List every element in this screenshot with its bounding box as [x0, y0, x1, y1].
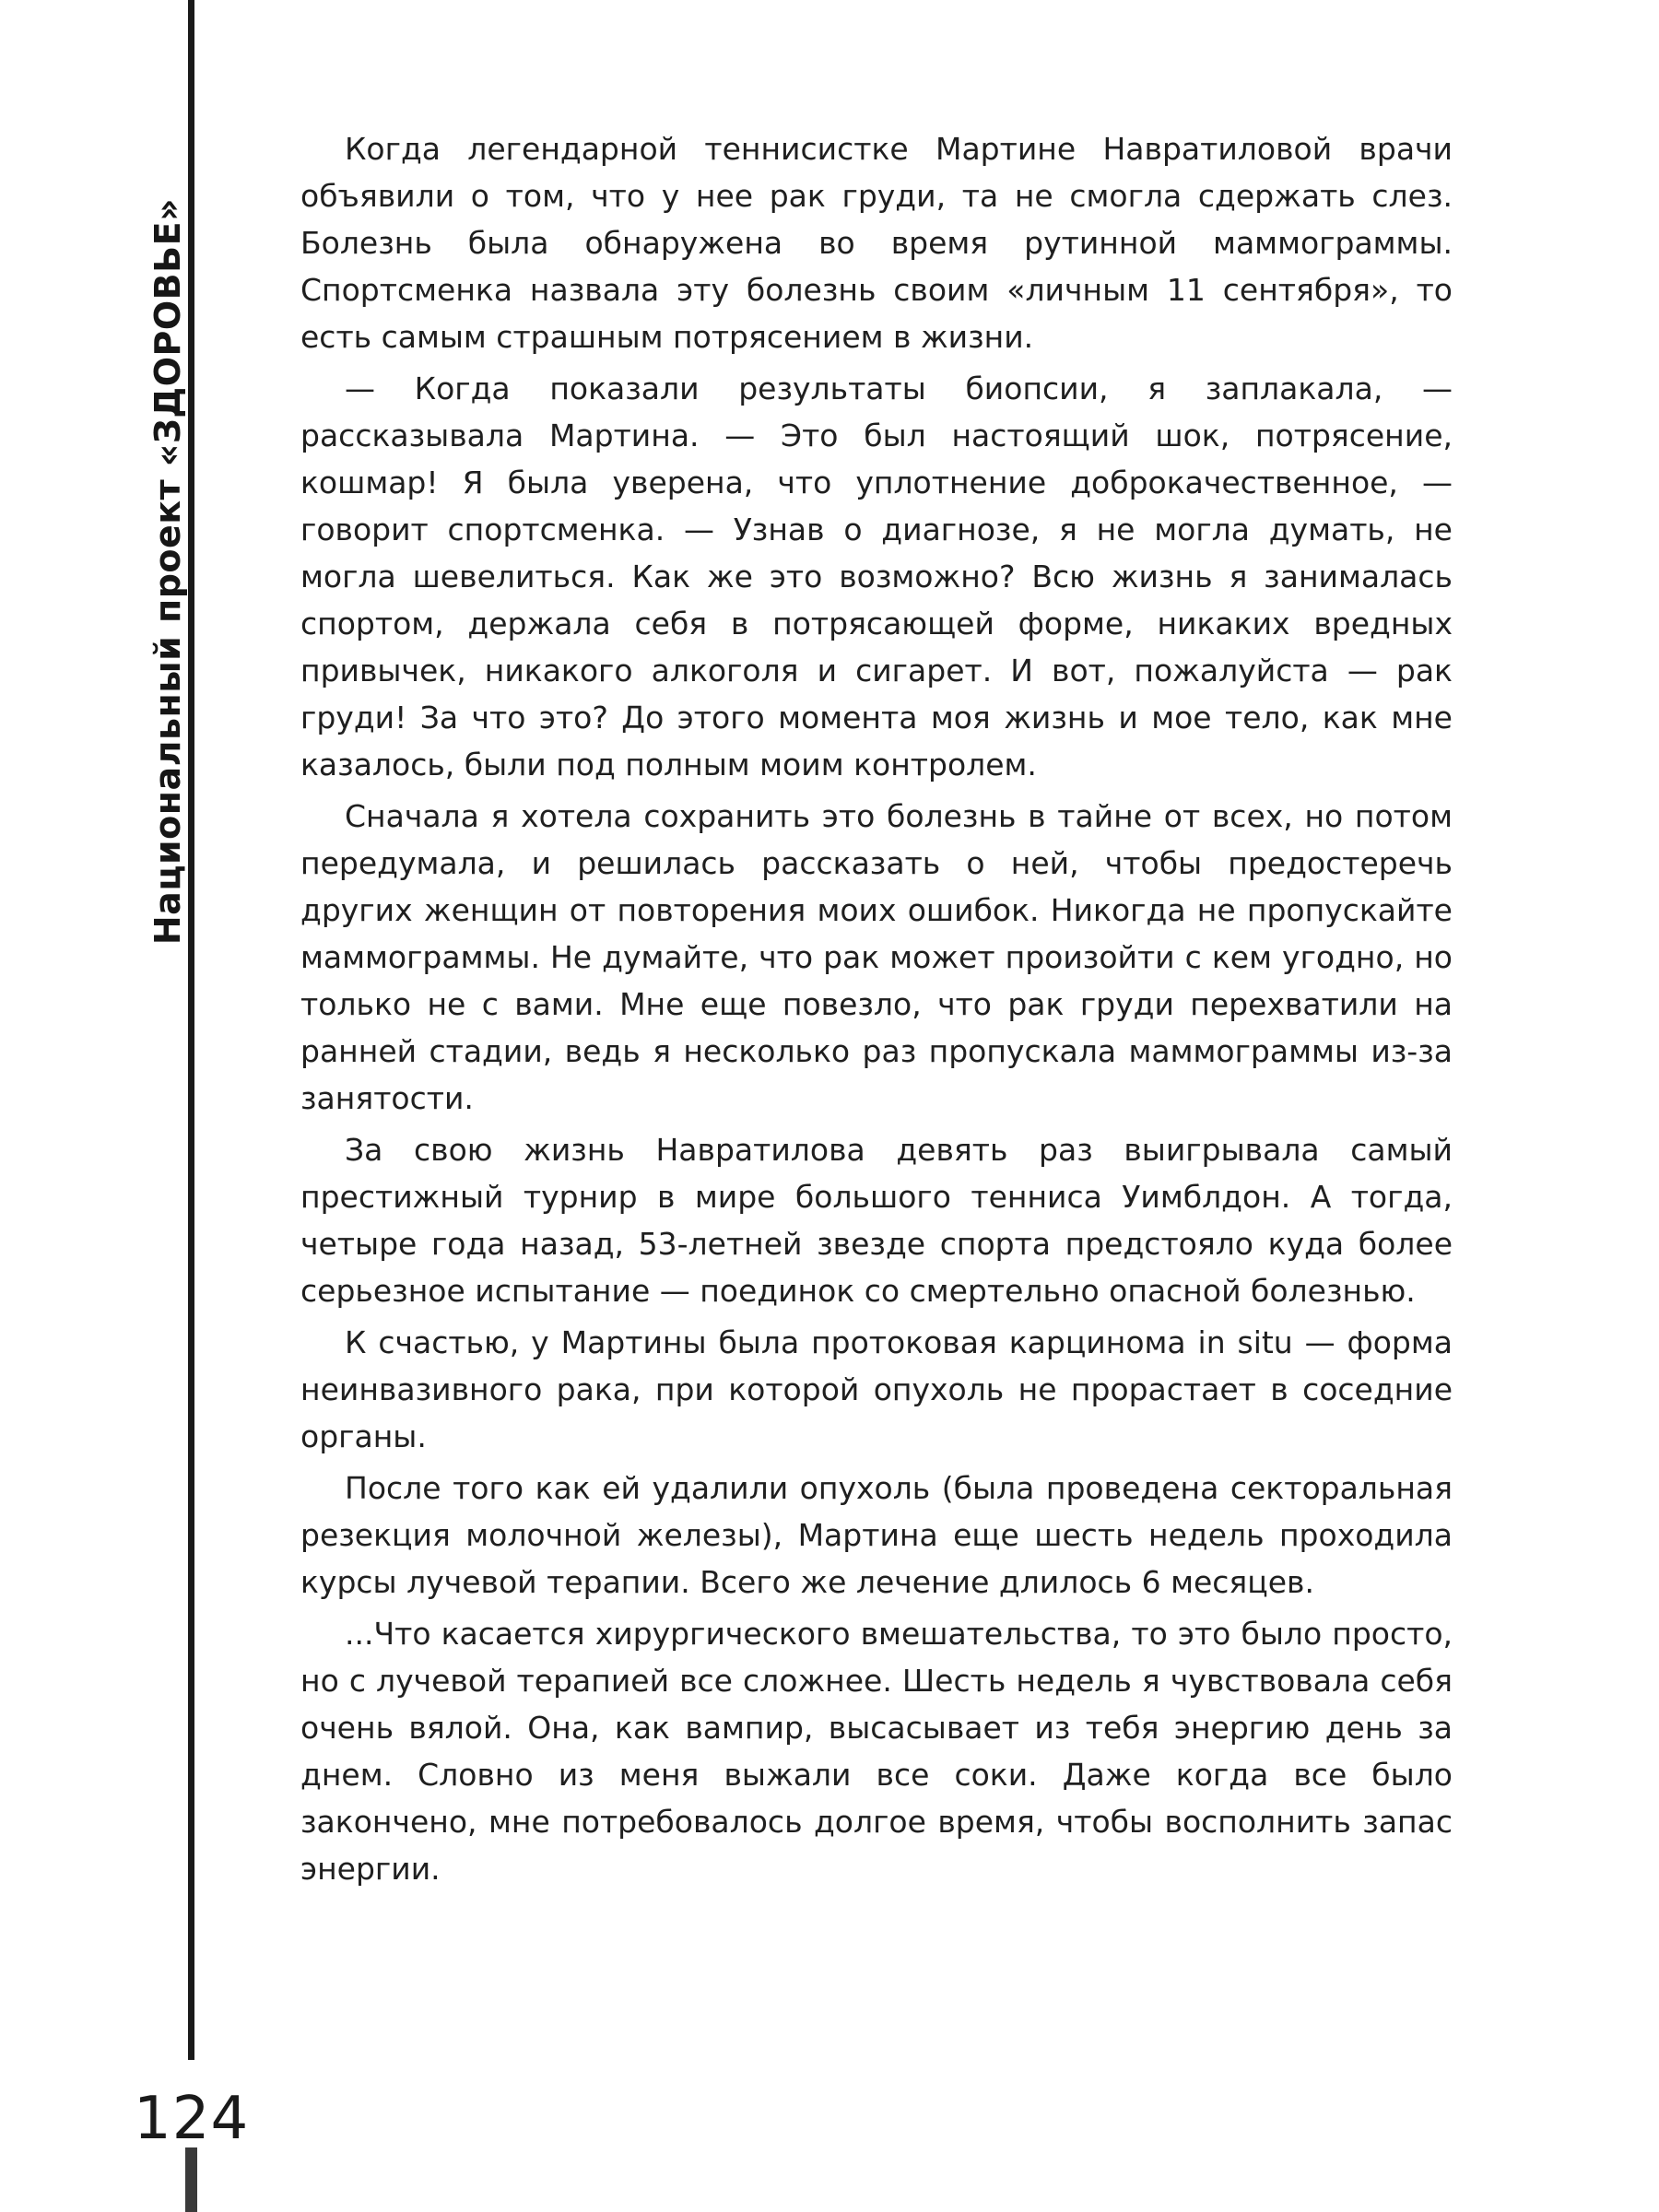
paragraph: Когда легендарной теннисистке Мартине Навратиловой врачи объявили о том, что у нее рак груди, та не смогла сдержать слез. Болезнь была обнаружена во время рутинной маммограммы. Спортсменка назвала эту болезнь своим «личным 11 сентября», то есть самым страшным потрясением в жизни. [300, 131, 1453, 355]
page-number: 124 [134, 2085, 250, 2153]
paragraph: За свою жизнь Навратилова девять раз выигрывала самый престижный турнир в мире большого тенниса Уимблдон. А тогда, четыре года назад, 53-летней звезде спорта предстояло куда более серьезное испытание — поединок со смертельно опасной болезнью. [300, 1132, 1453, 1309]
paragraph: К счастью, у Мартины была протоковая карцинома in situ — форма неинвазивного рака, при которой опухоль не прорастает в соседние органы. [300, 1324, 1453, 1454]
margin-vertical-rule [188, 0, 194, 2060]
running-title: Национальный проект «ЗДОРОВЬЕ» [147, 197, 188, 946]
paragraph: ...Что касается хирургического вмешательства, то это было просто, но с лучевой терапией все сложнее. Шесть недель я чувствовала себя очень вялой. Она, как вампир, высасывает из тебя энергию день за днем. Словно из меня выжали все соки. Даже когда все было закончено, мне потребовалось долгое время, чтобы восполнить запас энергии. [300, 1616, 1453, 1887]
paragraph: После того как ей удалили опухоль (была проведена секторальная резекция молочной железы), Мартина еще шесть недель проходила курсы лучевой терапии. Всего же лечение длилось 6 месяцев. [300, 1470, 1453, 1600]
paragraph: Сначала я хотела сохранить это болезнь в тайне от всех, но потом передумала, и решилась рассказать о ней, чтобы предостеречь других женщин от повторения моих ошибок. Никогда не пропускайте маммограммы. Не думайте, что рак может произойти с кем угодно, но только не с вами. Мне еще повезло, что рак груди перехватили на ранней стадии, ведь я несколько раз пропускала маммограммы из-за занятости. [300, 798, 1453, 1116]
body-text [300, 125, 1453, 1897]
margin-bottom-rule [185, 2147, 197, 2212]
paragraph: — Когда показали результаты биопсии, я заплакала, — рассказывала Мартина. — Это был настоящий шок, потрясение, кошмар! Я была уверена, что уплотнение доброкачественное, — говорит спортсменка. — Узнав о диагнозе, я не могла думать, не могла шевелиться. Как же это возможно? Всю жизнь я занималась спортом, держала себя в потрясающей форме, никаких вредных привычек, никакого алкоголя и сигарет. И вот, пожалуйста — рак груди! За что это? До этого момента моя жизнь и мое тело, как мне казалось, были под полным моим контролем. [300, 371, 1453, 782]
